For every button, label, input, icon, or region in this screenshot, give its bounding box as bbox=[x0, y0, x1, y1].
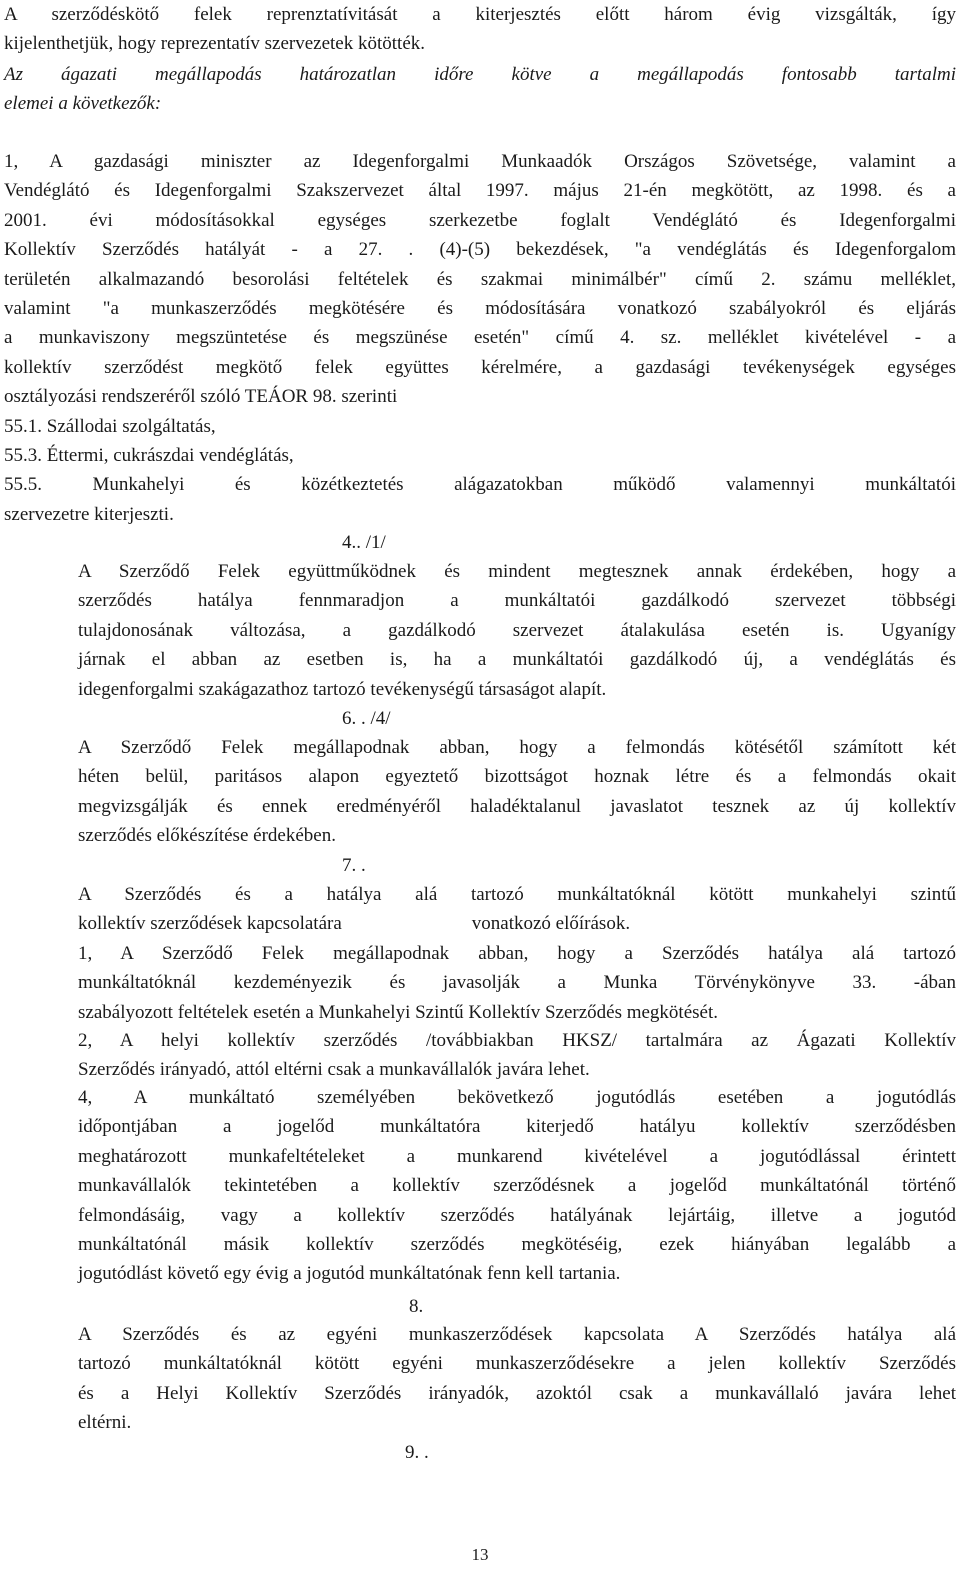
text-line: elemei a következők: bbox=[4, 93, 162, 115]
text-line: A Szerződés és az egyéni munkaszerződések kapcsolata A Szerződés hatálya alá bbox=[78, 1324, 956, 1345]
section-4-paragraph bbox=[78, 557, 956, 704]
title-part-a: kollektív szerződések kapcsolatára bbox=[78, 913, 342, 935]
text-line: meghatározott munkafeltételeket a munkarend kivételével a jogutódlással érintett bbox=[78, 1145, 956, 1167]
section-9-heading: 9. . bbox=[405, 1442, 429, 1463]
text-line: Kollektív Szerződés hatályát - a 27. . (4)-(5) bekezdések, "a vendéglátás és Idegenforgalom bbox=[4, 239, 956, 261]
page-number: 13 bbox=[471, 1545, 489, 1564]
text-line: tartozó munkáltatóknál kötött egyéni munkaszerződésekre a jelen kollektív Szerződés bbox=[78, 1353, 956, 1375]
text-line: valamint "a munkaszerződés megkötésére és módosítására vonatkozó szabályokról és eljárás bbox=[4, 298, 956, 320]
section-7-title bbox=[78, 880, 956, 939]
intro-paragraph bbox=[4, 0, 956, 59]
text-line: 1, A Szerződő Felek megállapodnak abban, hogy a Szerződés hatálya alá tartozó bbox=[78, 943, 956, 964]
section-8-heading: 8. bbox=[409, 1296, 424, 1317]
section-8-paragraph bbox=[78, 1320, 956, 1438]
text-line: Az ágazati megállapodás határozatlan időre kötve a megállapodás fontosabb tartalmi bbox=[4, 64, 956, 85]
section-7-paragraph-1 bbox=[78, 939, 956, 1027]
text-line: megvizsgálják és ennek eredményéről haladéktalanul javaslatot tesznek az új kollektív bbox=[78, 795, 956, 817]
text-line: eltérni. bbox=[78, 1412, 132, 1434]
text-line: osztályozási rendszeréről szóló TEÁOR 98. szerinti bbox=[4, 386, 398, 408]
text-line: tulajdonosának változása, a gazdálkodó szervezet átalakulása esetén is. Ugyanígy bbox=[78, 619, 956, 641]
text-line: szervezetre kiterjeszti. bbox=[4, 503, 174, 525]
text-line: és a Helyi Kollektív Szerződés irányadók, azoktól csak a munkavállaló javára lehet bbox=[78, 1382, 956, 1404]
text-line: 4, A munkáltató személyében bekövetkező jogutódlás esetében a jogutódlás bbox=[78, 1087, 956, 1108]
text-line: szabályozott feltételek esetén a Munkahelyi Szintű Kollektív Szerződés megkötését. bbox=[78, 1001, 718, 1023]
italic-intro-paragraph bbox=[4, 60, 956, 119]
text-line: a munkaviszony megszüntetése és megszünése esetén" című 4. sz. melléklet kivételével - a bbox=[4, 327, 956, 349]
section-4-heading: 4.. /1/ bbox=[342, 532, 386, 553]
text-line: időpontjában a jogelőd munkáltatóra kiterjedő hatályu kollektív szerződésben bbox=[78, 1116, 956, 1138]
text-line: szerződés előkészítése érdekében. bbox=[78, 825, 336, 847]
text-line: szerződés hatálya fennmaradjon a munkáltatói gazdálkodó szervezet többségi bbox=[78, 590, 956, 612]
section-6-heading: 6. . /4/ bbox=[342, 708, 391, 729]
teaor-code-line: 55.3. Éttermi, cukrászdai vendéglátás, bbox=[4, 445, 294, 467]
text-line: munkavállalók tekintetében a kollektív szerződésnek a jogelőd munkáltatónál történő bbox=[78, 1175, 956, 1197]
text-line: járnak el abban az esetben is, ha a munkáltatói gazdálkodó új, a vendéglátás és bbox=[78, 649, 956, 671]
title-part-b: vonatkozó előírások. bbox=[471, 913, 631, 935]
text-line: jogutódlást követő egy évig a jogutód munkáltatónak fenn kell tartania. bbox=[78, 1263, 621, 1285]
text-line: 2, A helyi kollektív szerződés /továbbiakban HKSZ/ tartalmára az Ágazati Kollektív bbox=[78, 1030, 956, 1051]
text-line: kollektív szerződést megkötő felek együttes kérelmére, a gazdasági tevékenységek egységes bbox=[4, 356, 956, 378]
text-line: munkáltatóknál kezdeményezik és javasolják a Munka Törvénykönyve 33. -ában bbox=[78, 972, 956, 994]
text-line: héten belül, paritásos alapon egyeztető bizottságot hoznak létre és a felmondás okait bbox=[78, 766, 956, 788]
section-7-paragraph-4 bbox=[78, 1083, 956, 1289]
teaor-code-line: 55.1. Szállodai szolgáltatás, bbox=[4, 415, 216, 437]
text-line: A Szerződés és a hatálya alá tartozó munkáltatóknál kötött munkahelyi szintű bbox=[78, 884, 956, 905]
section-7-paragraph-2 bbox=[78, 1026, 956, 1085]
text-line: A szerződéskötő felek reprenztatívitását a kiterjesztés előtt három évig vizsgálták, így bbox=[4, 4, 956, 25]
text-line: munkáltatónál másik kollektív szerződés megkötéséig, ezek hiányában legalább a bbox=[78, 1234, 956, 1256]
text-line: Szerződés irányadó, attól eltérni csak a munkavállalók javára lehet. bbox=[78, 1059, 590, 1081]
text-line: Vendéglátó és Idegenforgalmi Szakszervezet által 1997. május 21-én megkötött, az 1998. és a bbox=[4, 180, 956, 202]
text-line: idegenforgalmi szakágazathoz tartozó tevékenységű társaságot alapít. bbox=[78, 678, 607, 700]
text-line: A Szerződő Felek együttműködnek és mindent megtesznek annak érdekében, hogy a bbox=[78, 561, 956, 582]
item-1-paragraph bbox=[4, 147, 956, 529]
text-line: kijelenthetjük, hogy reprezentatív szervezetek kötötték. bbox=[4, 33, 425, 55]
text-line: 2001. évi módosításokkal egységes szerkezetbe foglalt Vendéglátó és Idegenforgalmi bbox=[4, 209, 956, 231]
text-line bbox=[78, 909, 956, 938]
section-6-paragraph bbox=[78, 733, 956, 851]
section-7-heading: 7. . bbox=[342, 855, 366, 876]
text-line: területén alkalmazandó besorolási feltételek és szakmai minimálbér" című 2. számu melléklet, bbox=[4, 268, 956, 290]
text-line: A Szerződő Felek megállapodnak abban, hogy a felmondás kötésétől számított két bbox=[78, 737, 956, 758]
teaor-code-line: 55.5. Munkahelyi és közétkeztetés alágazatokban működő valamennyi munkáltatói bbox=[4, 474, 956, 496]
text-line: felmondásáig, vagy a kollektív szerződés hatályának lejártáig, illetve a jogutód bbox=[78, 1204, 956, 1226]
text-line: 1, A gazdasági miniszter az Idegenforgalmi Munkaadók Országos Szövetsége, valamint a bbox=[4, 151, 956, 172]
